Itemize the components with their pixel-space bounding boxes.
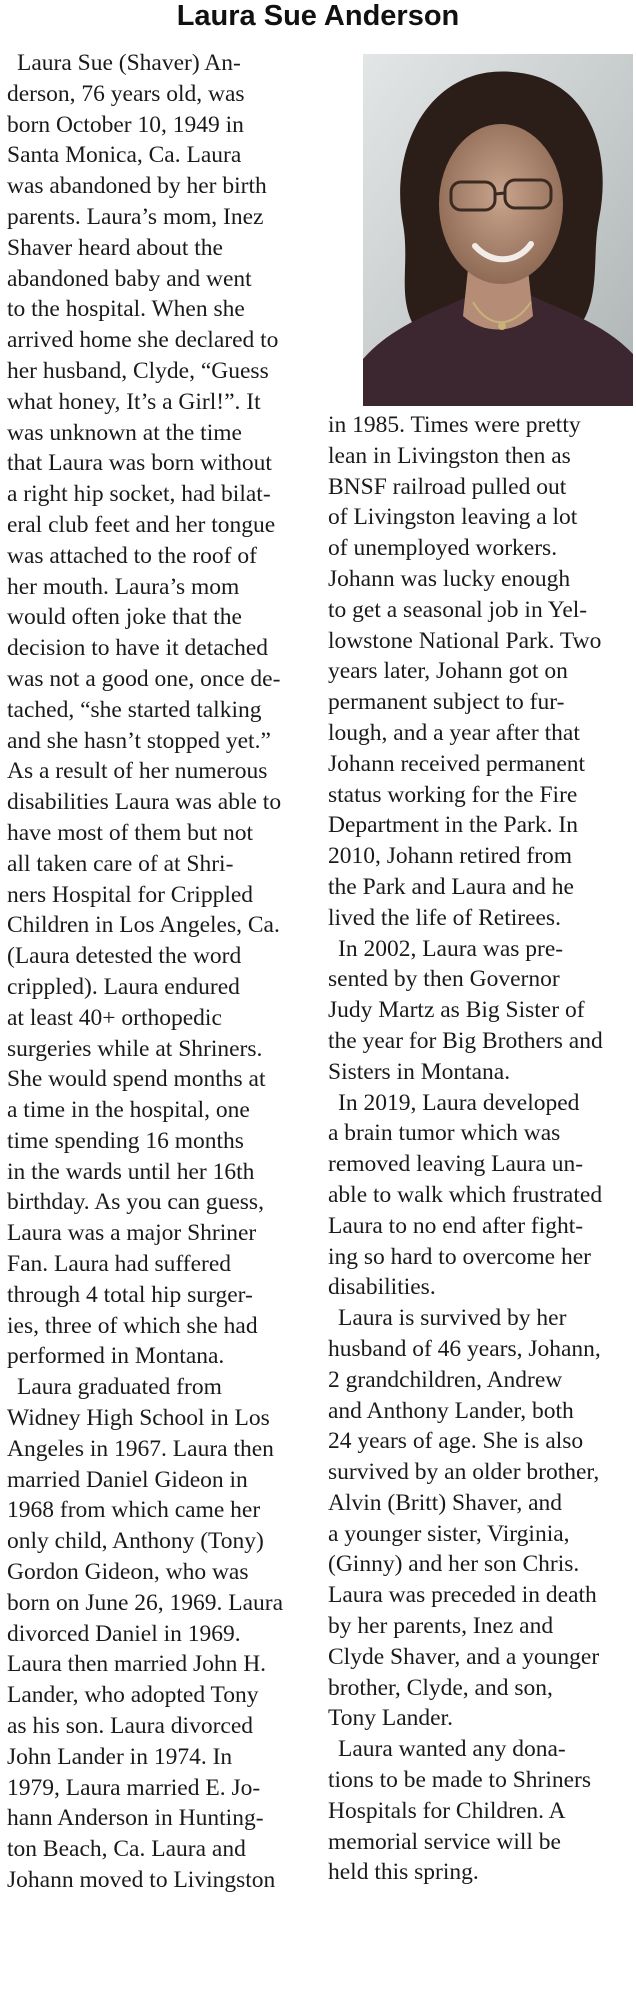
text-line: disabilities Laura was able to [7,789,282,816]
text-line: BNSF railroad pulled out [328,473,567,500]
text-line: lowstone National Park. Two [328,627,602,654]
text-line: ners Hospital for Crippled [7,881,254,908]
text-line: the year for Big Brothers and [328,1027,603,1054]
text-line: by her parents, Inez and [328,1613,554,1640]
right-column [328,410,633,1888]
text-line: tions to be made to Shriners [328,1767,592,1794]
text-line: performed in Montana. [7,1343,225,1370]
text-line: ies, three of which she had [7,1312,258,1339]
text-line: born October 10, 1949 in [7,111,244,138]
text-line: sented by then Governor [328,966,560,993]
text-line: a right hip socket, had bilat- [7,481,271,508]
obituary-title: Laura Sue Anderson [176,0,460,32]
text-line: derson, 76 years old, was [7,80,245,107]
text-line: Sisters in Montana. [328,1058,511,1085]
text-line: John Lander in 1974. In [7,1743,233,1770]
text-line: to the hospital. When she [7,296,245,323]
text-line: memorial service will be [328,1828,561,1855]
text-line: a time in the hospital, one [7,1097,250,1124]
text-line: (Ginny) and her son Chris. [328,1551,580,1578]
text-line: arrived home she declared to [7,327,279,354]
text-line: abandoned baby and went [7,265,252,292]
text-line: Children in Los Angeles, Ca. [7,912,280,939]
text-line: surgeries while at Shriners. [7,1035,263,1062]
text-line: was unknown at the time [7,419,242,446]
text-line: Lander, who adopted Tony [7,1682,259,1709]
text-line: a brain tumor which was [328,1120,561,1147]
text-line: brother, Clyde, and son, [328,1674,553,1701]
text-line: As a result of her numerous [7,758,268,785]
text-line: tached, “she started talking [7,696,262,723]
text-line: crippled). Laura endured [7,973,240,1000]
portrait-photo-icon [363,54,633,406]
text-line: Clyde Shaver, and a younger [328,1643,600,1670]
text-line: what honey, It’s a Girl!”. It [7,388,261,415]
text-line: Santa Monica, Ca. Laura [7,142,242,169]
text-line: was not a good one, once de- [7,665,281,692]
text-line: Laura is survived by her [338,1305,567,1332]
text-line: ton Beach, Ca. Laura and [7,1836,246,1863]
text-line: Department in the Park. In [328,812,578,839]
text-line: Johann moved to Livingston [7,1867,276,1894]
text-line: Shaver heard about the [7,234,223,261]
text-line: born on June 26, 1969. Laura [7,1589,284,1616]
text-line: eral club feet and her tongue [7,511,276,538]
text-line: married Daniel Gideon in [7,1466,248,1493]
text-line: survived by an older brother, [328,1459,600,1486]
text-line: Angeles in 1967. Laura then [7,1435,274,1462]
text-line: Hospitals for Children. A [328,1797,566,1824]
text-line: lived the life of Retirees. [328,904,561,931]
text-line: Laura wanted any dona- [338,1736,566,1763]
text-line: Johann was lucky enough [328,565,571,592]
text-line: lough, and a year after that [328,719,580,746]
text-line: her mouth. Laura’s mom [7,573,240,600]
text-line: divorced Daniel in 1969. [7,1620,241,1647]
text-line: as his son. Laura divorced [7,1713,254,1740]
text-line: parents. Laura’s mom, Inez [7,203,264,230]
text-line: and Anthony Lander, both [328,1397,574,1424]
text-line: (Laura detested the word [7,943,242,970]
text-line: Judy Martz as Big Sister of [328,997,585,1024]
text-line: Laura to no end after fight- [328,1212,584,1239]
text-line: In 2019, Laura developed [338,1089,580,1116]
text-line: Laura was preceded in death [328,1582,597,1609]
text-line: 2 grandchildren, Andrew [328,1366,563,1393]
text-line: was abandoned by her birth [7,173,267,200]
text-line: years later, Johann got on [328,658,568,685]
text-line: Laura then married John H. [7,1651,267,1678]
text-line: She would spend months at [7,1066,266,1093]
text-line: 1979, Laura married E. Jo- [7,1774,261,1801]
portrait-photo [363,54,633,406]
text-line: status working for the Fire [328,781,578,808]
text-line: would often joke that the [7,604,242,631]
text-line: Laura graduated from [17,1374,222,1401]
text-line: held this spring. [328,1859,479,1886]
text-line: through 4 total hip surger- [7,1281,253,1308]
text-line: have most of them but not [7,819,254,846]
text-line: Laura Sue (Shaver) An- [17,50,241,76]
text-line: lean in Livingston then as [328,442,571,469]
text-line: decision to have it detached [7,635,269,662]
text-line: able to walk which frustrated [328,1181,603,1208]
text-line: and she hasn’t stopped yet.” [7,727,271,754]
text-line: the Park and Laura and he [328,873,574,900]
text-line: 2010, Johann retired from [328,843,573,870]
text-line: 1968 from which came her [7,1497,261,1524]
text-line: husband of 46 years, Johann, [328,1335,601,1362]
text-line: hann Anderson in Hunting- [7,1805,264,1832]
text-line: birthday. As you can guess, [7,1189,264,1216]
text-line: to get a seasonal job in Yel- [328,596,588,623]
text-line: at least 40+ orthopedic [7,1004,222,1031]
text-line: a younger sister, Virginia, [328,1520,570,1547]
text-line: Laura was a major Shriner [7,1220,257,1247]
text-line: of unemployed workers. [328,535,558,562]
text-line: Fan. Laura had suffered [7,1251,232,1278]
text-line: ing so hard to overcome her [328,1243,591,1270]
text-line: her husband, Clyde, “Guess [7,357,269,384]
text-line: all taken care of at Shri- [7,850,234,877]
text-line: 24 years of age. She is also [328,1428,584,1455]
text-line: of Livingston leaving a lot [328,504,578,531]
text-line: removed leaving Laura un- [328,1151,584,1178]
text-line: time spending 16 months [7,1127,244,1154]
text-line: only child, Anthony (Tony) [7,1528,264,1555]
text-line: Gordon Gideon, who was [7,1559,249,1586]
text-line: Widney High School in Los [7,1405,270,1432]
text-line: that Laura was born without [7,450,272,477]
text-line: Alvin (Britt) Shaver, and [328,1489,563,1516]
text-line: permanent subject to fur- [328,689,565,716]
text-line: disabilities. [328,1274,436,1301]
text-line: in 1985. Times were pretty [328,412,581,438]
text-line: in the wards until her 16th [7,1158,255,1185]
text-line: was attached to the roof of [7,542,257,569]
text-line: Johann received permanent [328,750,586,777]
left-column [7,48,307,1896]
text-line: In 2002, Laura was pre- [338,935,564,962]
text-line: Tony Lander. [328,1705,453,1732]
